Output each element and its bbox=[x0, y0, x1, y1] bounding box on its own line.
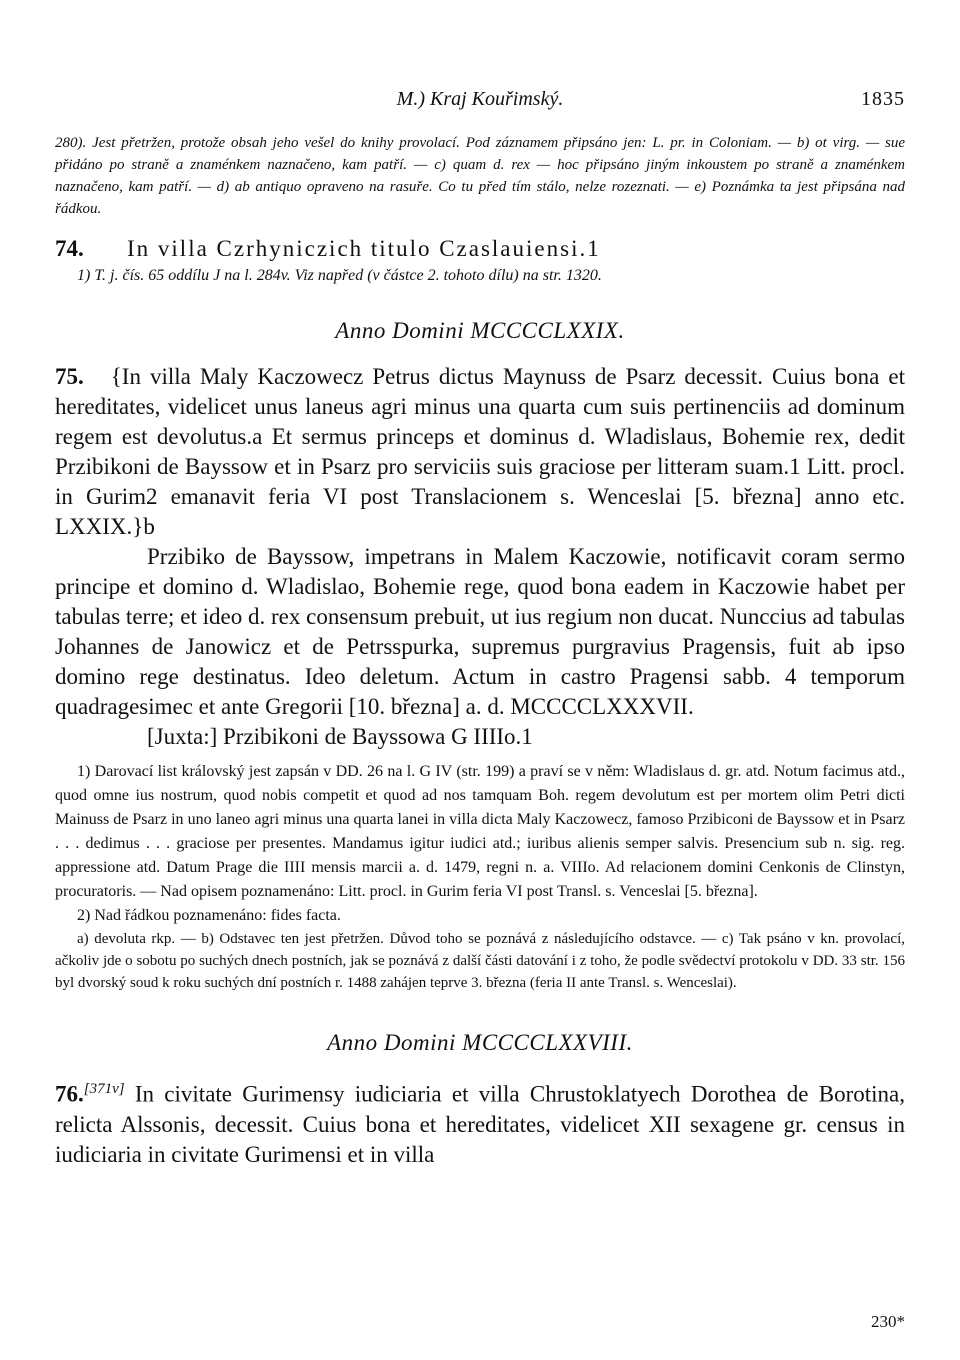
entry-74-text: In villa Czrhyniczich titulo Czaslauiensi.1 bbox=[127, 236, 601, 261]
entry-75-para-1 bbox=[55, 362, 905, 542]
entry-75-para-2: Przibiko de Bayssow, impetrans in Malem Kaczowie, notificavit coram sermo principe et domino d. Wladislao, Bohemie rege, quod bona eadem in Kaczowie habet per tabulas terre; et ideo d. rex consensum prebuit, ut ius regium non ducat. Nunccius ad tabulas Johannes de Janowicz et de Petrsspurka, supremus purgravius Pragensis, fuit ab ipso domino rege destinatus. Ideo deletum. Actum in castro Pragensi sabb. 4 temporum quadragesimec et ante Gregorii [10. března] a. d. MCCCCLXXXVII. bbox=[55, 544, 905, 719]
signature-mark: 230* bbox=[871, 1312, 905, 1331]
year-heading-1478: Anno Domini MCCCCLXXVIII. bbox=[327, 1030, 633, 1055]
entry-74 bbox=[55, 234, 905, 264]
entry-76-para bbox=[55, 1074, 905, 1170]
entry-74-footnote: 1) T. j. čís. 65 oddílu J na l. 284v. Viz napřed (v částce 2. tohoto dílu) na str. 1320. bbox=[77, 267, 602, 284]
note-2: 2) Nad řádkou poznamenáno: fides facta. bbox=[77, 907, 341, 924]
entry-74-number: 74. bbox=[55, 236, 84, 261]
note-3: a) devoluta rkp. — b) Odstavec ten jest přetržen. Důvod toho se poznává z následujícího odstavce. — c) Tak psáno v kn. provolací, ačkoliv jde o sobotu po suchých dnech postních, jak se poznává z další části datování i z toho, že podle svědectví protokolu v DD. 33 str. 156 byl dvorský soud k roku suchých dní postních r. 1488 zahájen teprve 3. března (feria II ante Transl. s. Wenceslai). bbox=[55, 931, 905, 991]
year-heading-1479: Anno Domini MCCCCLXXIX. bbox=[335, 318, 625, 343]
page-header bbox=[55, 88, 905, 118]
entry-75-number: 75. bbox=[55, 364, 84, 389]
running-head: M.) Kraj Kouřimský. bbox=[396, 88, 564, 110]
page bbox=[55, 88, 905, 1170]
top-notes: 280). Jest přetržen, protože obsah jeho vešel do knihy provolací. Pod záznamem připsáno jen: L. pr. in Coloniam. — b) ot virg. — sue přidáno po straně a znaménkem naznačeno, kam patří. — c) quam d. rex — hoc připsáno jiným inkoustem po straně a znaménkem naznačeno, kam patří. — d) ab antiquo opraveno na rasuře. Co tu před tím stálo, nelze rozeznati. — e) Poznámka ta jest připsána nad řádkou. bbox=[55, 135, 905, 217]
entry-76-folio: [371v] bbox=[83, 1081, 125, 1097]
entry-75-notes bbox=[55, 760, 905, 994]
entry-75 bbox=[55, 362, 905, 752]
entry-76-number: 76. bbox=[55, 1081, 84, 1107]
note-1: 1) Darovací list královský jest zapsán v DD. 26 na l. G IV (str. 199) a praví se v něm: Wladislaus d. gr. atd. Notum facimus atd., quod omne ius nostrum, quod nobis competit et quod ad nos tamquam Boh. regem devolutum est per mortem olim Petri dicti Mainuss de Psarz in uno laneo agri minus una quarta lanei in villa dicta Maly Kaczowecz, famoso Przibiconi de Bayssow et in Psarz . . . dedimus . . . graciose per presentes. Mandamus igitur iudici atd.; iuribus alienis semper salvis. Presencium sub n. sig. reg. appressione atd. Datum Prage die IIII mensis marcii a. d. 1479, regni n. a. VIIIo. Ad relacionem domini Cenkonis de Clinstyn, procuratoris. — Nad opisem poznamenáno: Litt. procl. in Gurim feria VI post Transl. s. Venceslai [5. března]. bbox=[55, 763, 905, 900]
entry-76-text: In civitate Gurimensy iudiciaria et villa Chrustoklatyech Dorothea de Borotina, relicta Alssonis, decessit. Cuius bona et hereditates, videlicet XII sexagene gr. census in iudiciaria in civitate Gurimensi et in villa bbox=[55, 1081, 905, 1167]
entry-76 bbox=[55, 1074, 905, 1170]
page-number: 1835 bbox=[861, 88, 905, 110]
entry-75-para-3: [Juxta:] Przibikoni de Bayssowa G IIIIo.1 bbox=[147, 724, 533, 749]
entry-75-para-1-text: {In villa Maly Kaczowecz Petrus dictus Maynuss de Psarz decessit. Cuius bona et hereditates, videlicet unus laneus agri minus una quarta cum suis pertinenciis ad dominum regem est devolutus.a Et sermus princeps et dominus d. Wladislaus, Bohemie rex, dedit Przibikoni de Bayssow et in Psarz pro serviciis suis graciose per litteram suam.1 Litt. procl. in Gurim2 emanavit feria VI post Translacionem s. Wenceslai [5. března] anno etc. LXXIX.}b bbox=[55, 364, 905, 539]
